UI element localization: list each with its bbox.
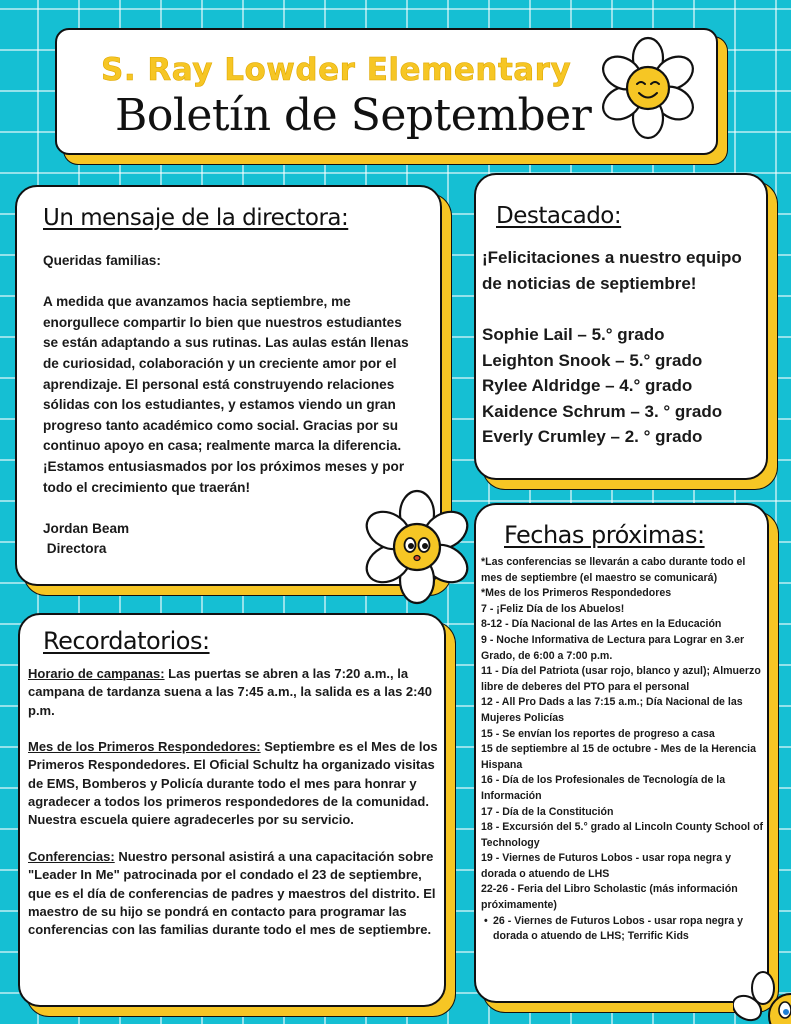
- highlights-title: Destacado:: [496, 203, 622, 229]
- date-item: 12 - All Pro Dads a las 7:15 a.m.; Día Nacional de las Mujeres Policías: [481, 696, 743, 724]
- school-name: S. Ray Lowder Elementary: [101, 52, 572, 88]
- reminder-item: [28, 738, 440, 829]
- date-item: 8-12 - Día Nacional de las Artes en la Educación: [481, 618, 722, 631]
- reminder-label: Mes de los Primeros Respondedores:: [28, 739, 261, 755]
- corner-flower-icon: [733, 966, 791, 1024]
- reminder-label: Conferencias:: [28, 848, 115, 864]
- date-item: 7 - ¡Feliz Día de los Abuelos!: [481, 602, 625, 615]
- date-item: *Las conferencias se llevarán a cabo durante todo el mes de septiembre (el maestro se comunicará): [481, 556, 746, 584]
- upcoming-dates-title: Fechas próximas:: [504, 521, 705, 549]
- date-item: 18 - Excursión del 5.° grado al Lincoln County School of Technology: [481, 821, 764, 849]
- highlights-congrats: ¡Felicitaciones a nuestro equipo de noticias de septiembre!: [482, 248, 742, 293]
- student-item: Everly Crumley – 2. ° grado: [482, 427, 703, 446]
- reminders-card: [18, 613, 446, 1007]
- date-item: 15 - Se envían los reportes de progreso a casa: [481, 727, 715, 740]
- date-item: 16 - Día de los Profesionales de Tecnología de la Información: [481, 774, 726, 802]
- highlights-body: [482, 245, 764, 450]
- director-message-title: Un mensaje de la directora:: [43, 205, 349, 231]
- newsletter-title: Boletín de September: [115, 90, 592, 141]
- reminder-item: [28, 665, 440, 720]
- reminders-body: [28, 665, 440, 958]
- date-item: 19 - Viernes de Futuros Lobos - usar ropa negra y dorada o atuendo de LHS: [481, 852, 731, 880]
- signature-name: Jordan Beam: [43, 520, 130, 536]
- date-item: *Mes de los Primeros Respondedores: [481, 587, 672, 600]
- surprised-flower-icon: [356, 488, 478, 606]
- director-letter: A medida que avanzamos hacia septiembre, me enorgullece compartir lo bien que nuestros estudiantes se están adaptando a sus rutinas. Las aulas están llenas de curiosidad, colaboración y un creciente amor por el aprendizaje. El personal está construyendo relaciones sólidas con los estudiantes, y estamos viendo un gran progreso tanto académico como social. Gracias por su continuo apoyo en casa; realmente marca la diferencia. ¡Estamos entusiasmados por los próximos meses y por todo el crecimiento que traerán!: [43, 294, 409, 495]
- upcoming-dates-card: [474, 503, 769, 1003]
- smiling-flower-icon: [596, 36, 700, 140]
- student-item: Kaidence Schrum – 3. ° grado: [482, 401, 723, 421]
- reminders-title: Recordatorios:: [43, 627, 210, 655]
- highlights-card: [474, 173, 768, 480]
- student-item: Rylee Aldridge – 4.° grado: [482, 376, 693, 395]
- director-greeting: Queridas familias:: [43, 253, 161, 268]
- reminder-label: Horario de campanas:: [28, 666, 165, 681]
- reminder-item: [28, 848, 440, 939]
- student-item: Leighton Snook – 5.° grado: [482, 350, 703, 370]
- date-item: 9 - Noche Informativa de Lectura para Lograr en 3.er Grado, de 6:00 a 7:00 p.m.: [481, 633, 745, 662]
- signature-role: Directora: [43, 541, 107, 557]
- date-item: 17 - Día de la Constitución: [481, 805, 614, 818]
- upcoming-dates-list: [481, 555, 766, 945]
- date-item: 22-26 - Feria del Libro Scholastic (más información próximamente): [481, 883, 738, 912]
- date-item-bulleted: • 26 - Viernes de Futuros Lobos - usar ropa negra y dorada o atuendo de LHS; Terrific Kids: [481, 914, 766, 945]
- date-item: 15 de septiembre al 15 de octubre - Mes de la Herencia Hispana: [481, 743, 756, 771]
- student-item: Sophie Lail – 5.° grado: [482, 325, 665, 344]
- date-item: 11 - Día del Patriota (usar rojo, blanco y azul); Almuerzo libre de deberes del PTO para el personal: [481, 665, 761, 693]
- reminder-text: Nuestro personal asistirá a una capacitación sobre "Leader In Me" patrocinada por el condado el 23 de septiembre, que es el día de conferencias de padres y maestros del distrito. El maestro de su hijo se pondrá en contacto para programar las conferencias con las familias durante todo el mes de septiembre.: [28, 848, 436, 938]
- student-list: [482, 322, 764, 450]
- reminder-text: Las puertas se abren a las 7:20 a.m., la campana de tardanza suena a las 7:45 a.m., la salida es a las 2:40 p.m.: [28, 666, 432, 718]
- reminder-text: Septiembre es el Mes de los Primeros Respondedores. El Oficial Schultz ha organizado visitas de EMS, Bomberos y Policía durante todo el mes para honrar y agradecer a todos los primeros respondedores de la comunidad. Nuestra escuela quiere agradecerles por su servicio.: [28, 739, 438, 828]
